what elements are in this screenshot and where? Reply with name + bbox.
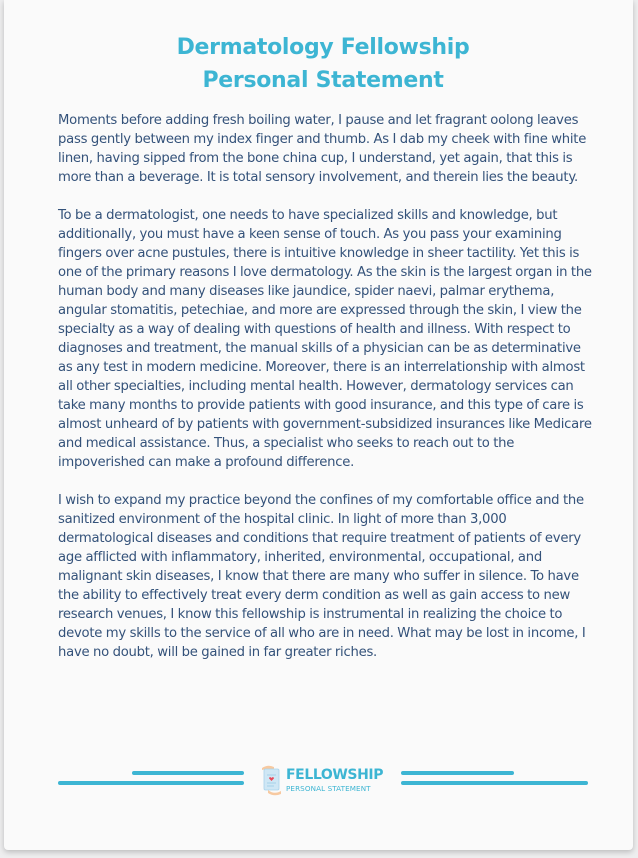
title-line-1: Dermatology Fellowship (176, 35, 470, 60)
paragraph-2: To be a dermatologist, one needs to have specialized skills and knowledge, but additionally, you must have a keen sense of touch. As you pass your examining fingers over acne pustules, there is intuitive knowledge in sheer tactility. Yet this is one of the primary reasons I love dermatology. As the skin is the largest organ in the human body and many diseases like jaundice, spider naevi, palmar erythema, angular stomatitis, petechiae, and more are expressed through the skin, I view the specialty as a way of dealing with questions of health and illness. With respect to diagnoses and treatment, the manual skills of a physician can be as determinative as any test in modern medicine. Moreover, there is an interrelationship with almost all other specialties, including mental health. However, dermatology services can take many months to provide patients with good insurance, and this type of care is almost unheard of by patients with government-subsidized insurances like Medicare and medical assistance. Thus, a specialist who seeks to reach out to the impoverished can make a profound difference. (58, 208, 592, 470)
document-heart-hands-icon (260, 764, 282, 796)
brand-name: FELLOWSHIP (286, 767, 384, 783)
brand-tagline: PERSONAL STATEMENT (286, 784, 371, 793)
statement-body (58, 111, 598, 681)
document-page (4, 0, 633, 850)
page-title (4, 31, 638, 97)
divider-right-top (401, 771, 514, 775)
brand-logo (260, 764, 390, 796)
footer (4, 762, 638, 798)
paragraph-1: Moments before adding fresh boiling water, I pause and let fragrant oolong leaves pass gently between my index finger and thumb. As I dab my cheek with fine white linen, having sipped from the bone china cup, I understand, yet again, that this is more than a beverage. It is total sensory involvement, and therein lies the beauty. (58, 113, 587, 185)
title-line-2: Personal Statement (202, 68, 444, 93)
divider-right-bottom (401, 781, 588, 785)
paragraph-3: I wish to expand my practice beyond the confines of my comfortable office and the sanitized environment of the hospital clinic. In light of more than 3,000 dermatological diseases and conditions that require treatment of patients of every age afflicted with inflammatory, inherited, environmental, occupational, and malignant skin diseases, I know that there are many who suffer in silence. To have the ability to effectively treat every derm condition as well as gain access to new research venues, I know this fellowship is instrumental in realizing the choice to devote my skills to the service of all who are in need. What may be lost in income, I have no doubt, will be gained in far greater riches. (58, 493, 586, 660)
divider-left-top (132, 771, 244, 775)
divider-left-bottom (58, 781, 244, 785)
